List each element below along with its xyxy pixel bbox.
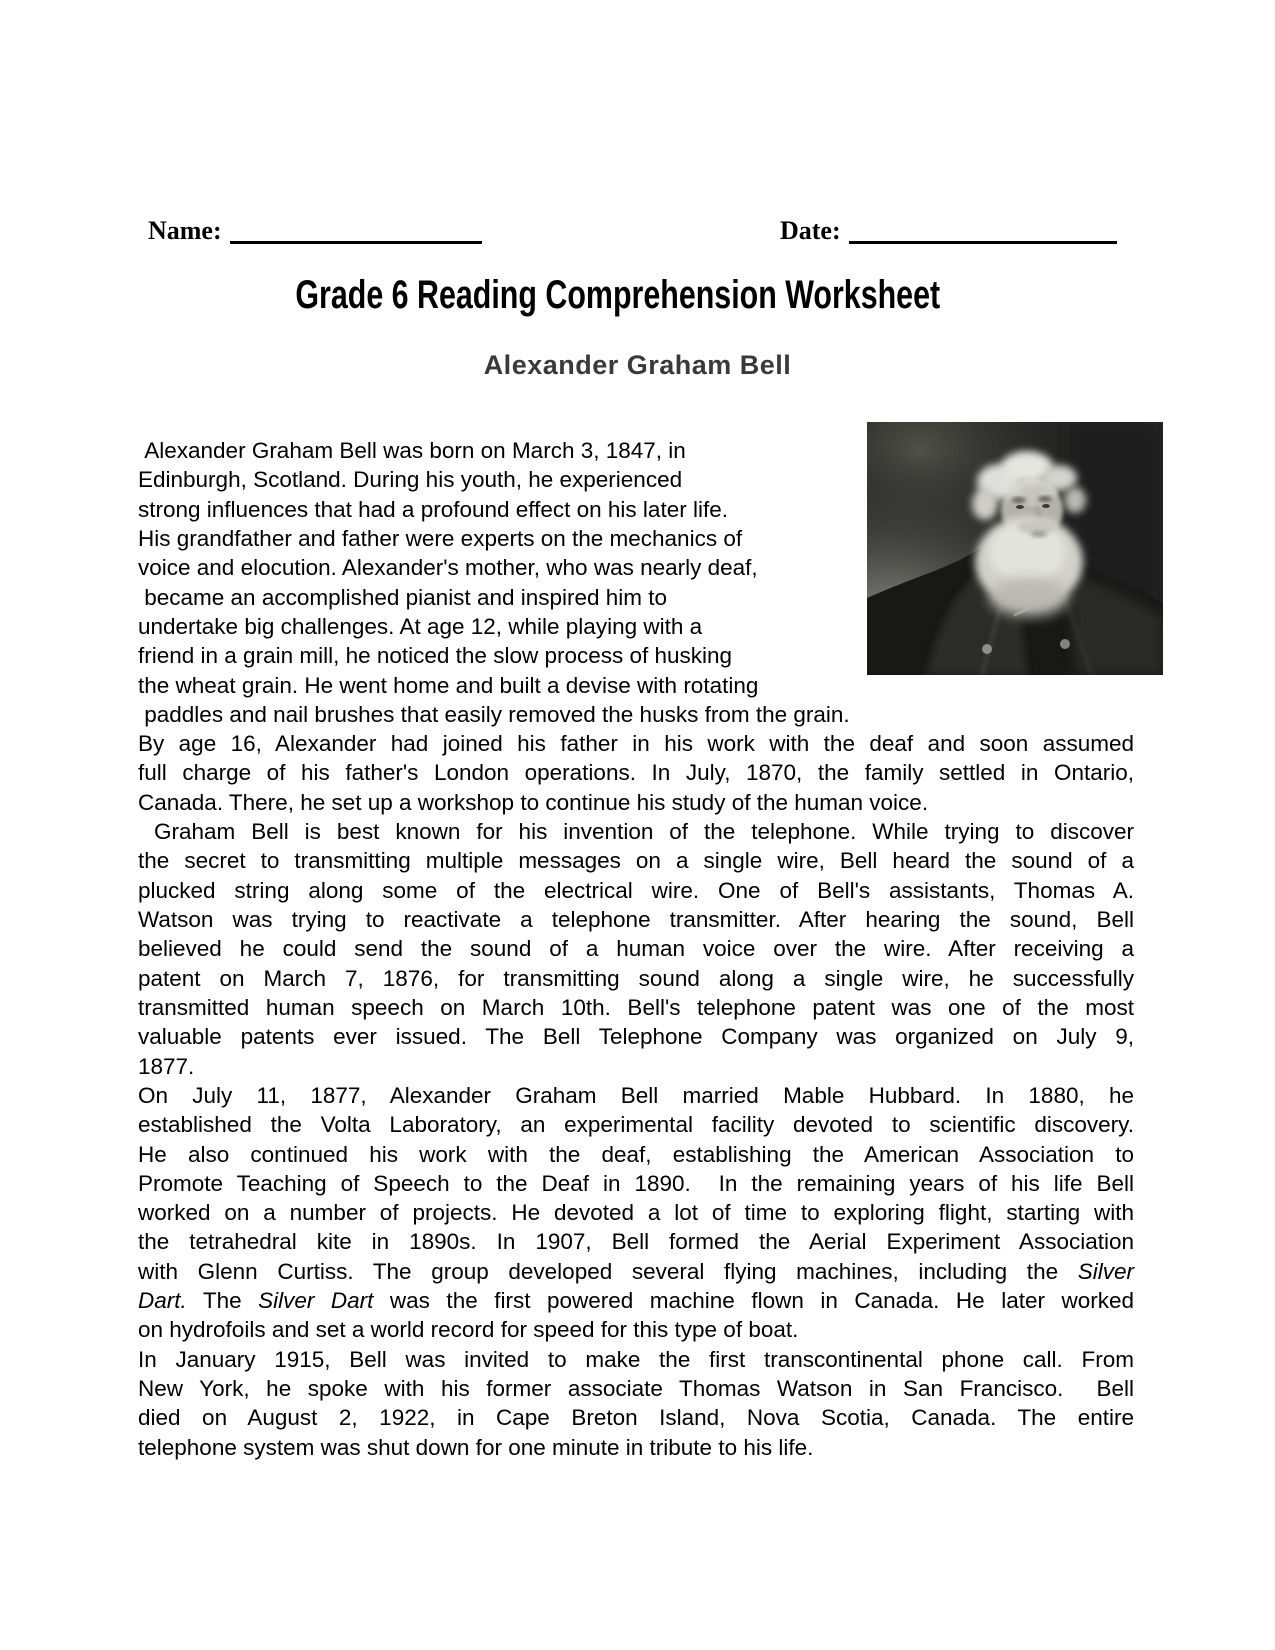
passage-title: Alexander Graham Bell [483,350,792,380]
passage-line: full charge of his father's London operations. In July, 1870, the family settled in Ontario, [138,760,1134,786]
passage-line: became an accomplished pianist and inspired him to [138,584,668,610]
date-label: Date: [780,216,841,245]
passage-line: worked on a number of projects. He devoted a lot of time to exploring flight, starting with [138,1200,1134,1226]
passage-line: By age 16, Alexander had joined his father in his work with the deaf and soon assumed [138,731,1134,757]
passage-line: Edinburgh, Scotland. During his youth, he experienced [138,467,683,493]
passage-line: died on August 2, 1922, in Cape Breton Island, Nova Scotia, Canada. The entire [138,1405,1134,1431]
passage-line: Watson was trying to reactivate a telephone transmitter. After hearing the sound, Bell [138,907,1134,932]
passage-line: He also continued his work with the deaf, establishing the American Association to [138,1141,1134,1167]
passage-line: telephone system was shut down for one minute in tribute to his life. [138,1434,814,1460]
passage-line: plucked string along some of the electrical wire. One of Bell's assistants, Thomas A. [138,877,1134,903]
passage-line: Alexander Graham Bell was born on March 3, 1847, in [138,438,686,463]
passage-line: Promote Teaching of Speech to the Deaf in 1890. In the remaining years of his life Bell [138,1170,1134,1196]
passage-line: Dart. The Silver Dart was the first powered machine flown in Canada. He later worked [138,1288,1134,1314]
passage-line: valuable patents ever issued. The Bell Telephone Company was organized on July 9, [138,1024,1134,1050]
passage-line: the tetrahedral kite in 1890s. In 1907, Bell formed the Aerial Experiment Association [138,1229,1134,1255]
date-field [780,214,1117,248]
passage-line: Graham Bell is best known for his invention of the telephone. While trying to discover [138,819,1134,845]
passage-line: strong influences that had a profound effect on his later life. [138,496,728,522]
passage-line: His grandfather and father were experts on the mechanics of [138,525,743,551]
name-blank-line [230,217,482,244]
passage-line: with Glenn Curtiss. The group developed several flying machines, including the Silver [138,1258,1134,1284]
name-field [148,214,482,248]
passage-line: On July 11, 1877, Alexander Graham Bell married Mable Hubbard. In 1880, he [138,1082,1134,1108]
name-label: Name: [148,216,222,245]
passage-line: Canada. There, he set up a workshop to continue his study of the human voice. [138,789,929,815]
passage-line: transmitted human speech on March 10th. Bell's telephone patent was one of the most [138,994,1134,1020]
passage-line: on hydrofoils and set a world record for speed for this type of boat. [138,1317,799,1343]
name-date-row [0,214,1275,258]
passage-line: the secret to transmitting multiple messages on a single wire, Bell heard the sound of a [138,848,1134,874]
worksheet-title: Grade 6 Reading Comprehension Worksheet [295,273,941,317]
passage-line: believed he could send the sound of a human voice over the wire. After receiving a [138,936,1134,962]
passage-line: New York, he spoke with his former associate Thomas Watson in San Francisco. Bell [138,1376,1134,1401]
passage-line: voice and elocution. Alexander's mother, who was nearly deaf, [138,555,758,581]
date-blank-line [849,217,1117,244]
passage-line: 1877. [138,1053,195,1079]
passage-line: patent on March 7, 1876, for transmitting sound along a single wire, he successfully [138,965,1134,991]
passage-line: the wheat grain. He went home and built a devise with rotating [138,672,759,698]
passage-line: paddles and nail brushes that easily removed the husks from the grain. [138,701,850,727]
passage-line: undertake big challenges. At age 12, while playing with a [138,613,703,639]
passage-line: friend in a grain mill, he noticed the slow process of husking [138,643,733,669]
passage-line: In January 1915, Bell was invited to make the first transcontinental phone call. From [138,1346,1134,1372]
passage-line: established the Volta Laboratory, an experimental facility devoted to scientific discovery. [138,1112,1134,1138]
passage-text [138,436,1134,1462]
